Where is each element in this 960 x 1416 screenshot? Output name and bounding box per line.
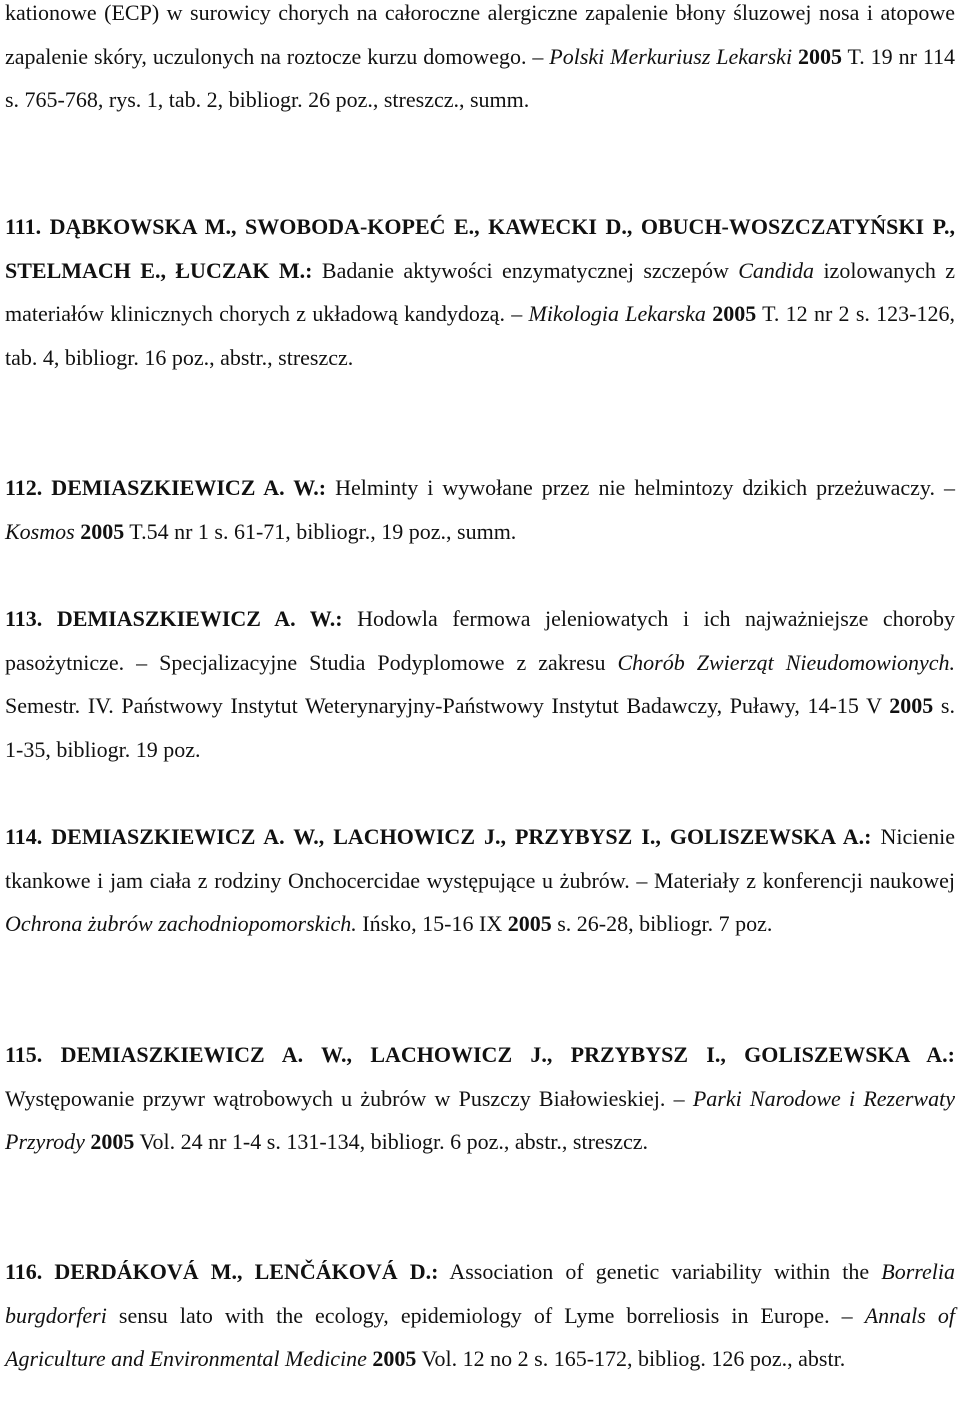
entry-text: T.54 nr 1 s. 61-71, bibliogr., 19 poz., summ. [124, 518, 517, 544]
italic-title: Ochrona żubrów zachodniopomorskich. [5, 911, 357, 937]
entry-text: Występowanie przywr wątrobowych u żubrów w Puszczy Białowieskiej. – [5, 1085, 693, 1111]
entry-authors: 116. DERDÁKOVÁ M., LENČÁKOVÁ D.: [5, 1259, 439, 1284]
entry-text: Vol. 24 nr 1-4 s. 131-134, bibliogr. 6 poz., abstr., streszcz. [134, 1129, 649, 1155]
entry-text: kationowe (ECP) w surowicy chorych na całoroczne alergiczne zapalenie błony śluzowej nosa i atopowe zapalenie skóry, uczulonych na roztocze kurzu domowego. – [5, 0, 955, 69]
year: 2005 [80, 518, 125, 544]
year: 2005 [372, 1346, 417, 1372]
entry-text: Nicienie tkankowe i jam ciała z rodziny Onchocercidae występujące u żubrów. – Materiały z konferencji naukowej [5, 824, 955, 893]
bibliography-entry [5, 1250, 955, 1381]
entry-authors: 114. DEMIASZKIEWICZ A. W., LACHOWICZ J., PRZYBYSZ I., GOLISZEWSKA A.: [5, 824, 872, 849]
entry-text: s. 1-35, bibliogr. 19 poz. [5, 693, 955, 762]
year: 2005 [712, 301, 757, 327]
bibliography-entry [5, 205, 955, 379]
entry-text: Semestr. IV. Państwowy Instytut Weterynaryjny-Państwowy Instytut Badawczy, Puławy, 14-15 V [5, 693, 890, 719]
italic-title: Candida [738, 257, 815, 283]
entry-text: Badanie aktywości enzymatycznej szczepów [312, 257, 739, 283]
italic-title: Annals of Agriculture and Environmental Medicine [5, 1302, 955, 1372]
year: 2005 [90, 1129, 135, 1155]
continued-entry [5, 0, 955, 122]
bibliography-entry [5, 815, 955, 946]
bibliography-entry [5, 466, 955, 553]
journal-title: Polski Merkuriusz Lekarski [549, 43, 793, 69]
entry-text: T. 12 nr 2 s. 123-126, tab. 4, bibliogr. 16 poz., abstr., streszcz. [5, 301, 956, 370]
entry-details: T. 19 nr 114 s. 765-768, rys. 1, tab. 2, bibliogr. 26 poz., streszcz., summ. [5, 43, 956, 113]
bibliography-entry [5, 1033, 955, 1164]
italic-title: Chorób Zwierząt Nieudomowionych. [617, 649, 955, 675]
year: 2005 [889, 693, 934, 719]
entry-text: Ińsko, 15-16 IX [356, 911, 508, 937]
entry-text: izolowanych z materiałów klinicznych chorych z układową kandydozą. – [5, 257, 956, 327]
year: 2005 [507, 911, 552, 937]
entry-text: sensu lato with the ecology, epidemiology of Lyme borreliosis in Europe. – [106, 1302, 865, 1328]
entry-text: s. 26-28, bibliogr. 7 poz. [551, 911, 773, 937]
bibliography-entry [5, 597, 955, 771]
italic-title: Mikologia Lekarska [528, 301, 706, 327]
entry-authors: 111. DĄBKOWSKA M., SWOBODA-KOPEĆ E., KAWECKI D., OBUCH-WOSZCZATYŃSKI P., STELMACH E., ŁUCZAK M.: [5, 214, 955, 283]
entry-authors: 112. DEMIASZKIEWICZ A. W.: [5, 475, 327, 500]
entry-authors: 115. DEMIASZKIEWICZ A. W., LACHOWICZ J., PRZYBYSZ I., GOLISZEWSKA A.: [5, 1042, 955, 1067]
year: 2005 [797, 43, 842, 69]
entry-text: Helminty i wywołane przez nie helmintozy dzikich przeżuwaczy. – [326, 475, 956, 500]
entry-text: Vol. 12 no 2 s. 165-172, bibliog. 126 poz., abstr. [416, 1346, 846, 1372]
entry-text: Hodowla fermowa jeleniowatych i ich najważniejsze choroby pasożytnicze. – Specjalizacyjne Studia Podyplomowe z zakresu [5, 606, 955, 675]
italic-title: Parki Narodowe i Rezerwaty Przyrody [5, 1085, 955, 1155]
italic-title: Kosmos [5, 518, 75, 544]
italic-title: Borrelia burgdorferi [5, 1259, 955, 1328]
entry-text: Association of genetic variability within the [438, 1259, 882, 1284]
entry-authors: 113. DEMIASZKIEWICZ A. W.: [5, 606, 343, 631]
